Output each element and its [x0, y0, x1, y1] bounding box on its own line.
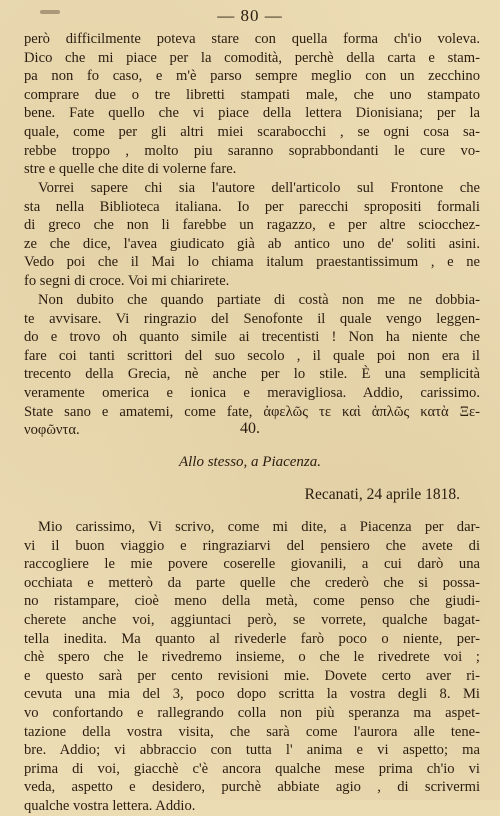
text-line: fo segni di croce. Voi mi chiarirete. — [24, 272, 230, 289]
text-line: bre. Addio; vi abbraccio con tutta l' anima e vi aspetto; ma — [24, 742, 480, 759]
page-number: — 80 — — [217, 6, 283, 25]
text-line: comprare due o tre libretti stampati male, che uno stampato — [24, 86, 480, 103]
text-line: e questo sarà per cento revisioni mie. Dovete certo aver ri- — [24, 667, 480, 684]
text-line: no ristampare, cioè meno della metà, come penso che giudi- — [24, 593, 480, 610]
letter-number: 40. — [240, 420, 260, 437]
text-line: di greco che non li farebbe un ragazzo, e per altre sciocchez- — [24, 217, 480, 234]
text-line: qualche vostra lettera. Addio. — [24, 797, 196, 814]
text-line: Mio carissimo, Vi scrivo, come mi dite, a Piacenza per dar- — [38, 519, 480, 535]
text-line: vo confortando e rallegrando colla non più speranza ma aspet- — [24, 704, 480, 721]
text-line: bene. Fate quello che vi piace della lettera Dionisiana; per la — [24, 105, 480, 122]
text-line: Dico che mi piace per la comodità, perchè della carta e stam- — [24, 49, 480, 66]
text-line: fare coi tanti scrittori del suo secolo , il quale poi non era il — [24, 347, 480, 364]
text-line: occhiata e metterò da parte quelle che crederò che si possa- — [24, 574, 480, 591]
text-line: sta nella Biblioteca italiana. Io per parecchi spropositi formali — [24, 198, 480, 215]
letter-subtitle: Allo stesso, a Piacenza. — [178, 454, 322, 470]
text-line: do e trovo oh quanto simile ai trecentisti ! Non ha niente che — [24, 329, 480, 346]
text-line: νοφῶντα. — [24, 422, 80, 439]
paragraph-frontone — [24, 179, 480, 291]
text-line: Non dubito che quando partiate di costà non me ne dobbia- — [38, 292, 480, 308]
text-line: quale, come per gli altri miei scarabocchi , se ogni cosa sa- — [24, 123, 480, 140]
text-line: cevuta una mia del 3, poco dopo scritta la vostra degli 8. Mi — [24, 686, 480, 703]
text-line: stre e quelle che dite di volerne fare. — [24, 161, 237, 178]
dateline: Recanati, 24 aprile 1818. — [304, 486, 460, 503]
text-line: chè spero che le rivedremo insieme, o che le rivedrete voi ; — [24, 649, 480, 666]
text-line: vi il buon viaggio e ringraziarvi del pensiero che avete di — [24, 537, 480, 554]
paragraph-senofonte — [24, 291, 480, 440]
text-line: tella inedita. Ma quanto al rivederle farò poco o niente, per- — [24, 630, 480, 647]
text-line: tazione della vostra visita, che sarà come l'aurora alle tene- — [24, 723, 480, 740]
text-line: ze che dice, l'avea giudicato già ab antico uno de' soliti asini. — [24, 235, 480, 252]
paragraph-letter-40 — [24, 518, 480, 816]
text-line: rebbe troppo , molto piu saranno soprabbondanti le cure vo- — [24, 142, 480, 159]
text-line: veda, aspetto e desidero, purchè abbiate agio , di scrivermi — [24, 779, 480, 796]
text-line: cherete anche voi, aggiuntaci però, se vorrete, qualche bagat- — [24, 611, 480, 628]
text-line: te avvisare. Vi ringrazio del Senofonte il quale vengo leggen- — [24, 310, 480, 327]
text-line: pa non fo caso, e m'è parso sempre meglio con un zecchino — [24, 68, 480, 85]
text-line: Vedo poi che il Mai lo chiama italum praestantissimum , e ne — [24, 254, 480, 271]
text-line: però difficilmente poteva stare con quella forma ch'io voleva. — [24, 31, 480, 47]
text-line: State sano e amatemi, come fate, ἀφελῶς τε καὶ ἁπλῶς κατὰ Ξε- — [24, 403, 480, 420]
paragraph-continuation — [24, 30, 480, 179]
text-line: prima di voi, giacchè c'è ancora qualche mese prima ch'io vi — [24, 760, 480, 777]
text-line: raccogliere le mie povere coserelle giovanili, a cui darò una — [24, 556, 480, 573]
text-line: Vorrei sapere chi sia l'autore dell'articolo sul Frontone che — [38, 180, 480, 196]
text-line: trecento della Grecia, nè anche per lo stile. È una semplicità — [24, 366, 480, 383]
text-line: veramente omerica e ionica e meravigliosa. Addio, carissimo. — [24, 384, 480, 401]
